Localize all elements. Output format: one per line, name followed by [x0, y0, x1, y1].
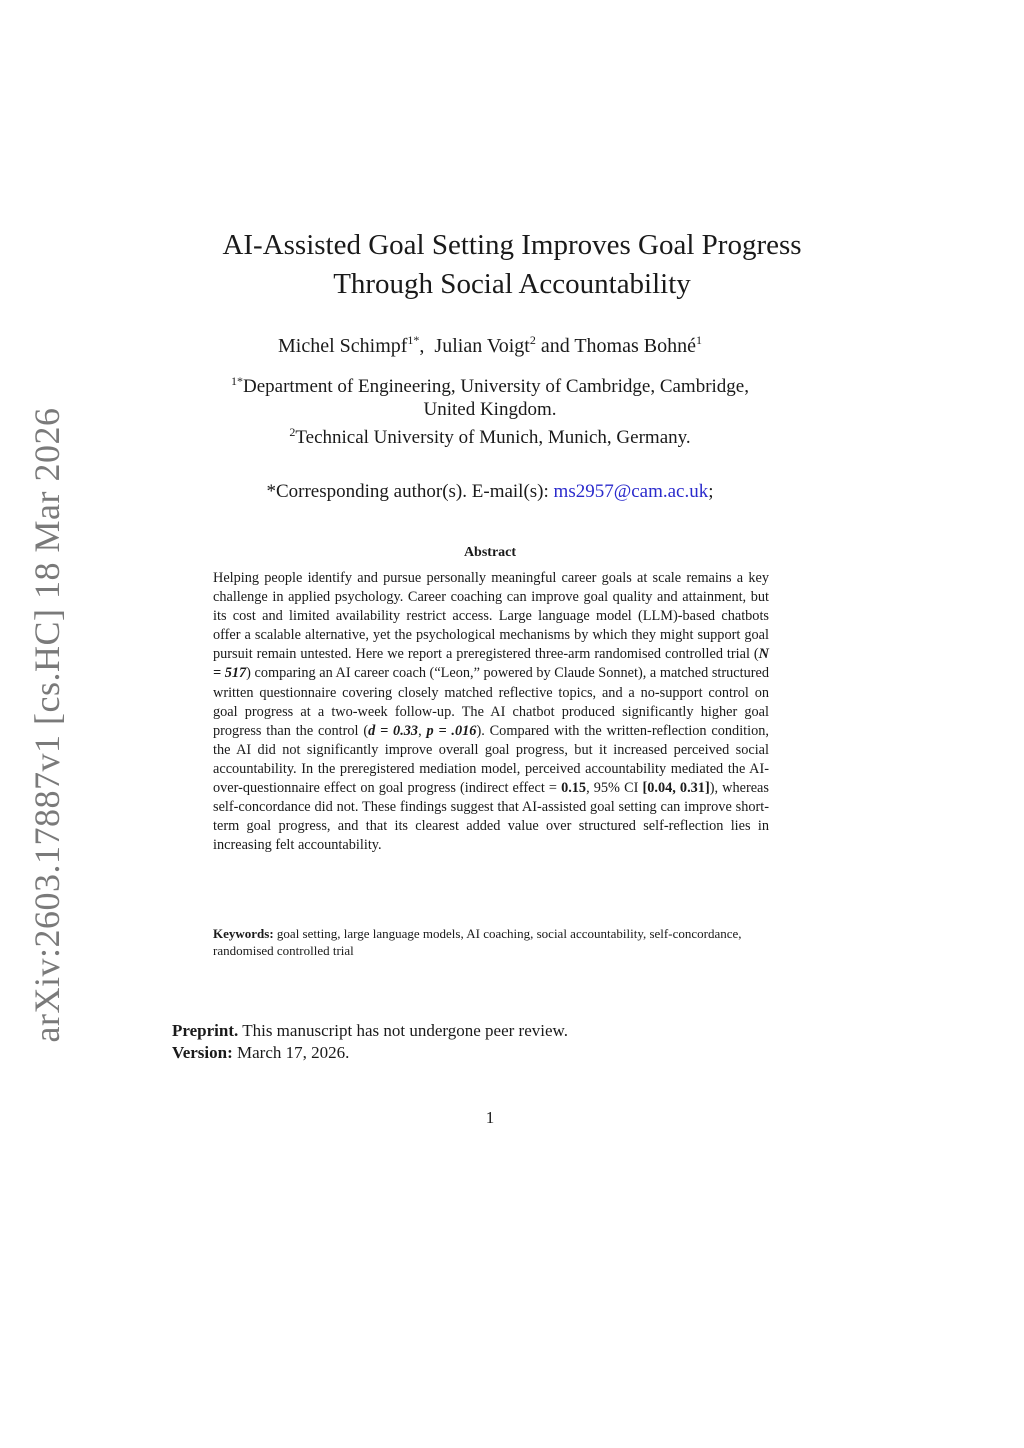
author-2-affiliation-mark: 2: [529, 333, 536, 347]
affiliation-1-line-1: Department of Engineering, University of Cambridge, Cambridge,: [242, 376, 749, 397]
abstract-text-3: ). Compared with the written-reflection condition, the AI did not significantly improve overall goal progress, but it increased perceived social accountability. In the preregistered mediation model, perceived accountability mediated the AI-over-questionnaire effect on goal progress (indirect effect =: [213, 722, 769, 797]
author-3-affiliation-mark: 1: [696, 333, 702, 347]
preprint-line: [172, 1020, 568, 1042]
abstract-text-4: , 95% CI: [586, 780, 643, 797]
version-line: [172, 1042, 568, 1064]
abstract-text-1: Helping people identify and pursue personally meaningful career goals at scale remains a key challenge in applied psychology. Career coaching can improve goal quality and attainment, but its cost and limited availability restrict access. Large language model (LLM)-based chatbots offer a scalable alternative, yet the psychological mechanisms by which they might support goal pursuit remain untested. Here we report a preregistered three-arm randomised controlled trial (: [213, 570, 769, 663]
affiliation-1-line-2: United Kingdom.: [423, 399, 557, 420]
arxiv-identifier-stamp: arXiv:2603.17887v1 [cs.HC] 18 Mar 2026: [27, 407, 67, 1043]
corresponding-prefix: *Corresponding author(s). E-mail(s):: [266, 481, 554, 502]
preprint-notice: [172, 1020, 568, 1064]
effect-size-stat: d = 0.33: [368, 722, 419, 739]
paper-title: [0, 226, 1024, 304]
p-value-stat: p = .016: [426, 722, 477, 739]
page-number: 1: [485, 1108, 495, 1127]
affiliations: [0, 370, 980, 449]
affiliation-2: [0, 421, 980, 449]
confidence-interval-stat: [0.04, 0.31]: [642, 780, 710, 797]
version-label: Version:: [172, 1043, 233, 1062]
version-text: March 17, 2026.: [232, 1043, 350, 1062]
affiliation-1: [0, 370, 980, 398]
abstract-text-2: ) comparing an AI career coach (“Leon,” powered by Claude Sonnet), a matched structured written questionnaire covering closely matched reflective topics, and a no-support control on goal progress at a two-week follow-up. The AI chatbot produced significantly higher goal progress than the control (: [213, 665, 769, 739]
abstract-text-5: ), whereas self-concordance did not. These findings suggest that AI-assisted goal setting can improve short-term goal progress, and that its clearest added value over structured self-reflection lies in increasing felt accountability.: [213, 780, 769, 854]
keywords: [213, 925, 769, 959]
affiliation-2-mark: 2: [289, 425, 296, 439]
corresponding-author: [0, 481, 980, 503]
affiliation-1-mark: 1*: [230, 374, 243, 388]
author-joiner: and: [540, 335, 570, 357]
corresponding-suffix: ;: [708, 481, 714, 502]
title-line-1: AI-Assisted Goal Setting Improves Goal Progress: [222, 229, 802, 261]
author-2-name: Julian Voigt: [434, 335, 530, 357]
abstract-body: [213, 569, 769, 855]
preprint-label: Preprint.: [172, 1021, 239, 1040]
author-1-name: Michel Schimpf: [277, 335, 408, 357]
title-line-2: Through Social Accountability: [333, 268, 691, 300]
sample-size-stat: N = 517: [213, 646, 769, 682]
keywords-label: Keywords:: [213, 926, 274, 941]
indirect-effect-stat: 0.15: [561, 780, 587, 797]
author-3-name: Thomas Bohné: [574, 335, 696, 357]
keywords-text: goal setting, large language models, AI coaching, social accountability, self-concordance, randomised controlled trial: [213, 926, 742, 958]
affiliation-2-text: Technical University of Munich, Munich, Germany.: [295, 427, 691, 448]
author-1-affiliation-mark: 1*: [407, 333, 420, 347]
preprint-text: This manuscript has not undergone peer review.: [238, 1021, 568, 1040]
author-list: Michel Schimpf$^{1*}$, Julian Voigt$^2$ and Thomas Bohné$^1$: [277, 333, 702, 357]
abstract-heading: Abstract: [463, 545, 517, 560]
abstract-separator: ,: [418, 722, 427, 739]
email-link[interactable]: ms2957@cam.ac.uk: [553, 481, 709, 502]
